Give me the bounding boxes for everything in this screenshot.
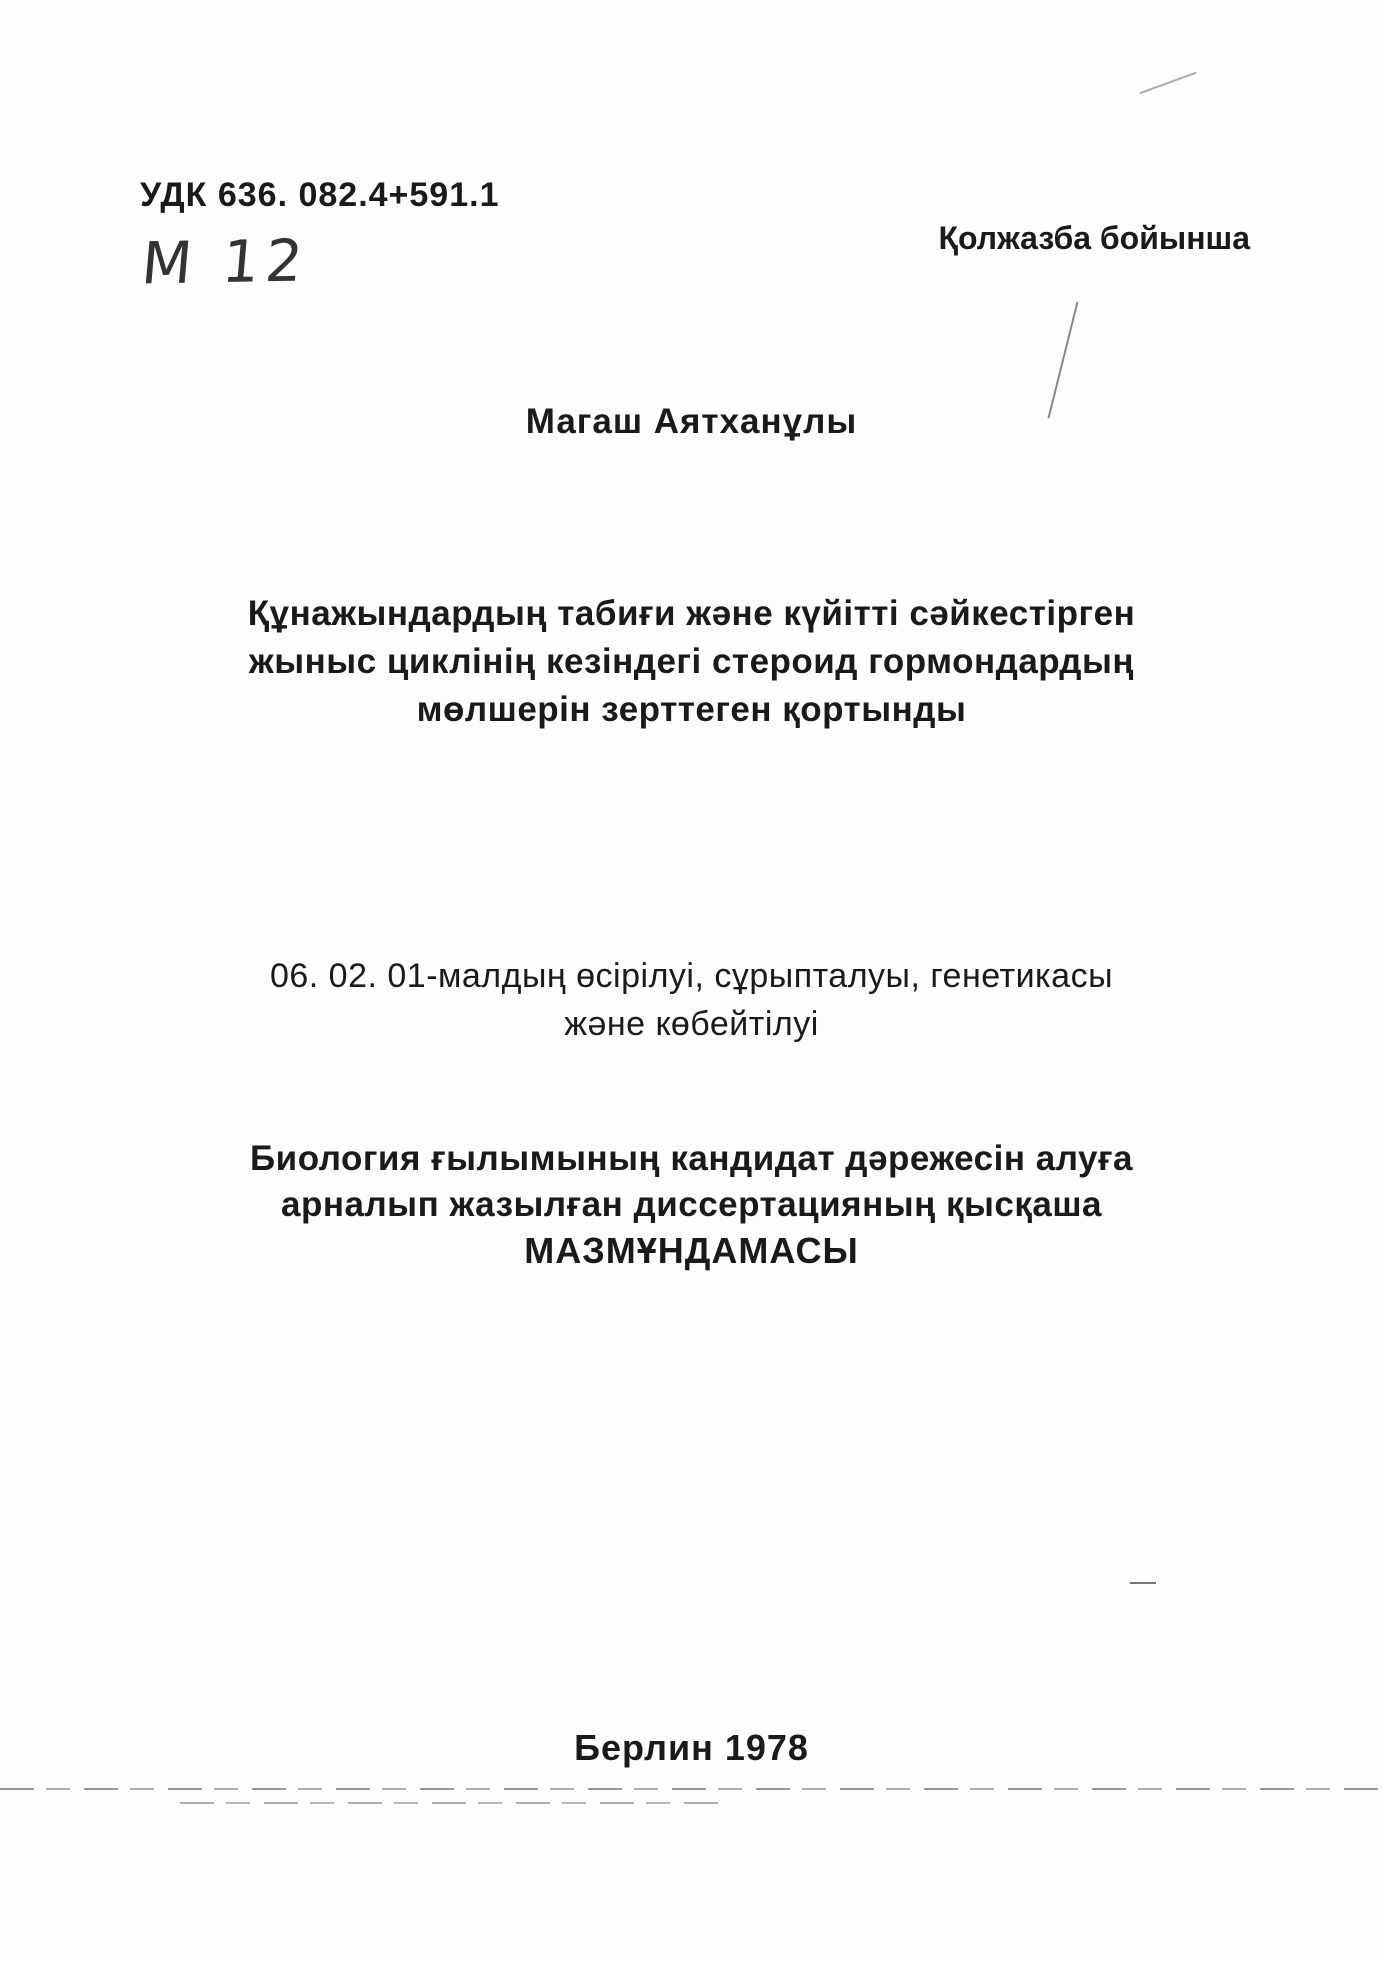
author-name: Магаш Аятханұлы: [525, 402, 858, 441]
title-line: жыныс циклінің кезіндегі стероид гормондардың: [248, 642, 1135, 681]
scan-dash-row: [0, 1788, 1383, 1790]
scan-dash-row: [180, 1802, 720, 1804]
scan-dot-mark: [1139, 72, 1196, 94]
specialty-code: [100, 952, 1283, 1048]
udk-code: УДК 636. 082.4+591.1: [140, 176, 500, 214]
degree-line: арналып жазылған диссертацияның қысқаша: [281, 1185, 1102, 1224]
degree-statement: [100, 1136, 1283, 1274]
title-line: мөлшерін зерттеген қортынды: [416, 690, 967, 729]
specialty-line: және көбейтілуі: [564, 1005, 819, 1043]
scan-dash-mark: [1130, 1582, 1156, 1584]
title-line: Құнажындардың табиғи және күйітті сәйкестірген: [247, 594, 1136, 633]
handwritten-catalog-note: М 12: [138, 226, 312, 298]
specialty-line: 06. 02. 01-малдың өсірілуі, сұрыпталуы, генетикасы: [269, 957, 1114, 995]
degree-line: Биология ғылымының кандидат дәрежесін алуға: [250, 1139, 1133, 1178]
degree-heading: МАЗМҰНДАМАСЫ: [524, 1230, 859, 1271]
manuscript-label: Қолжазба бойынша: [938, 220, 1250, 256]
dissertation-title: [100, 590, 1283, 734]
scan-line-mark: [1048, 302, 1079, 419]
place-and-year: Берлин 1978: [574, 1727, 809, 1768]
